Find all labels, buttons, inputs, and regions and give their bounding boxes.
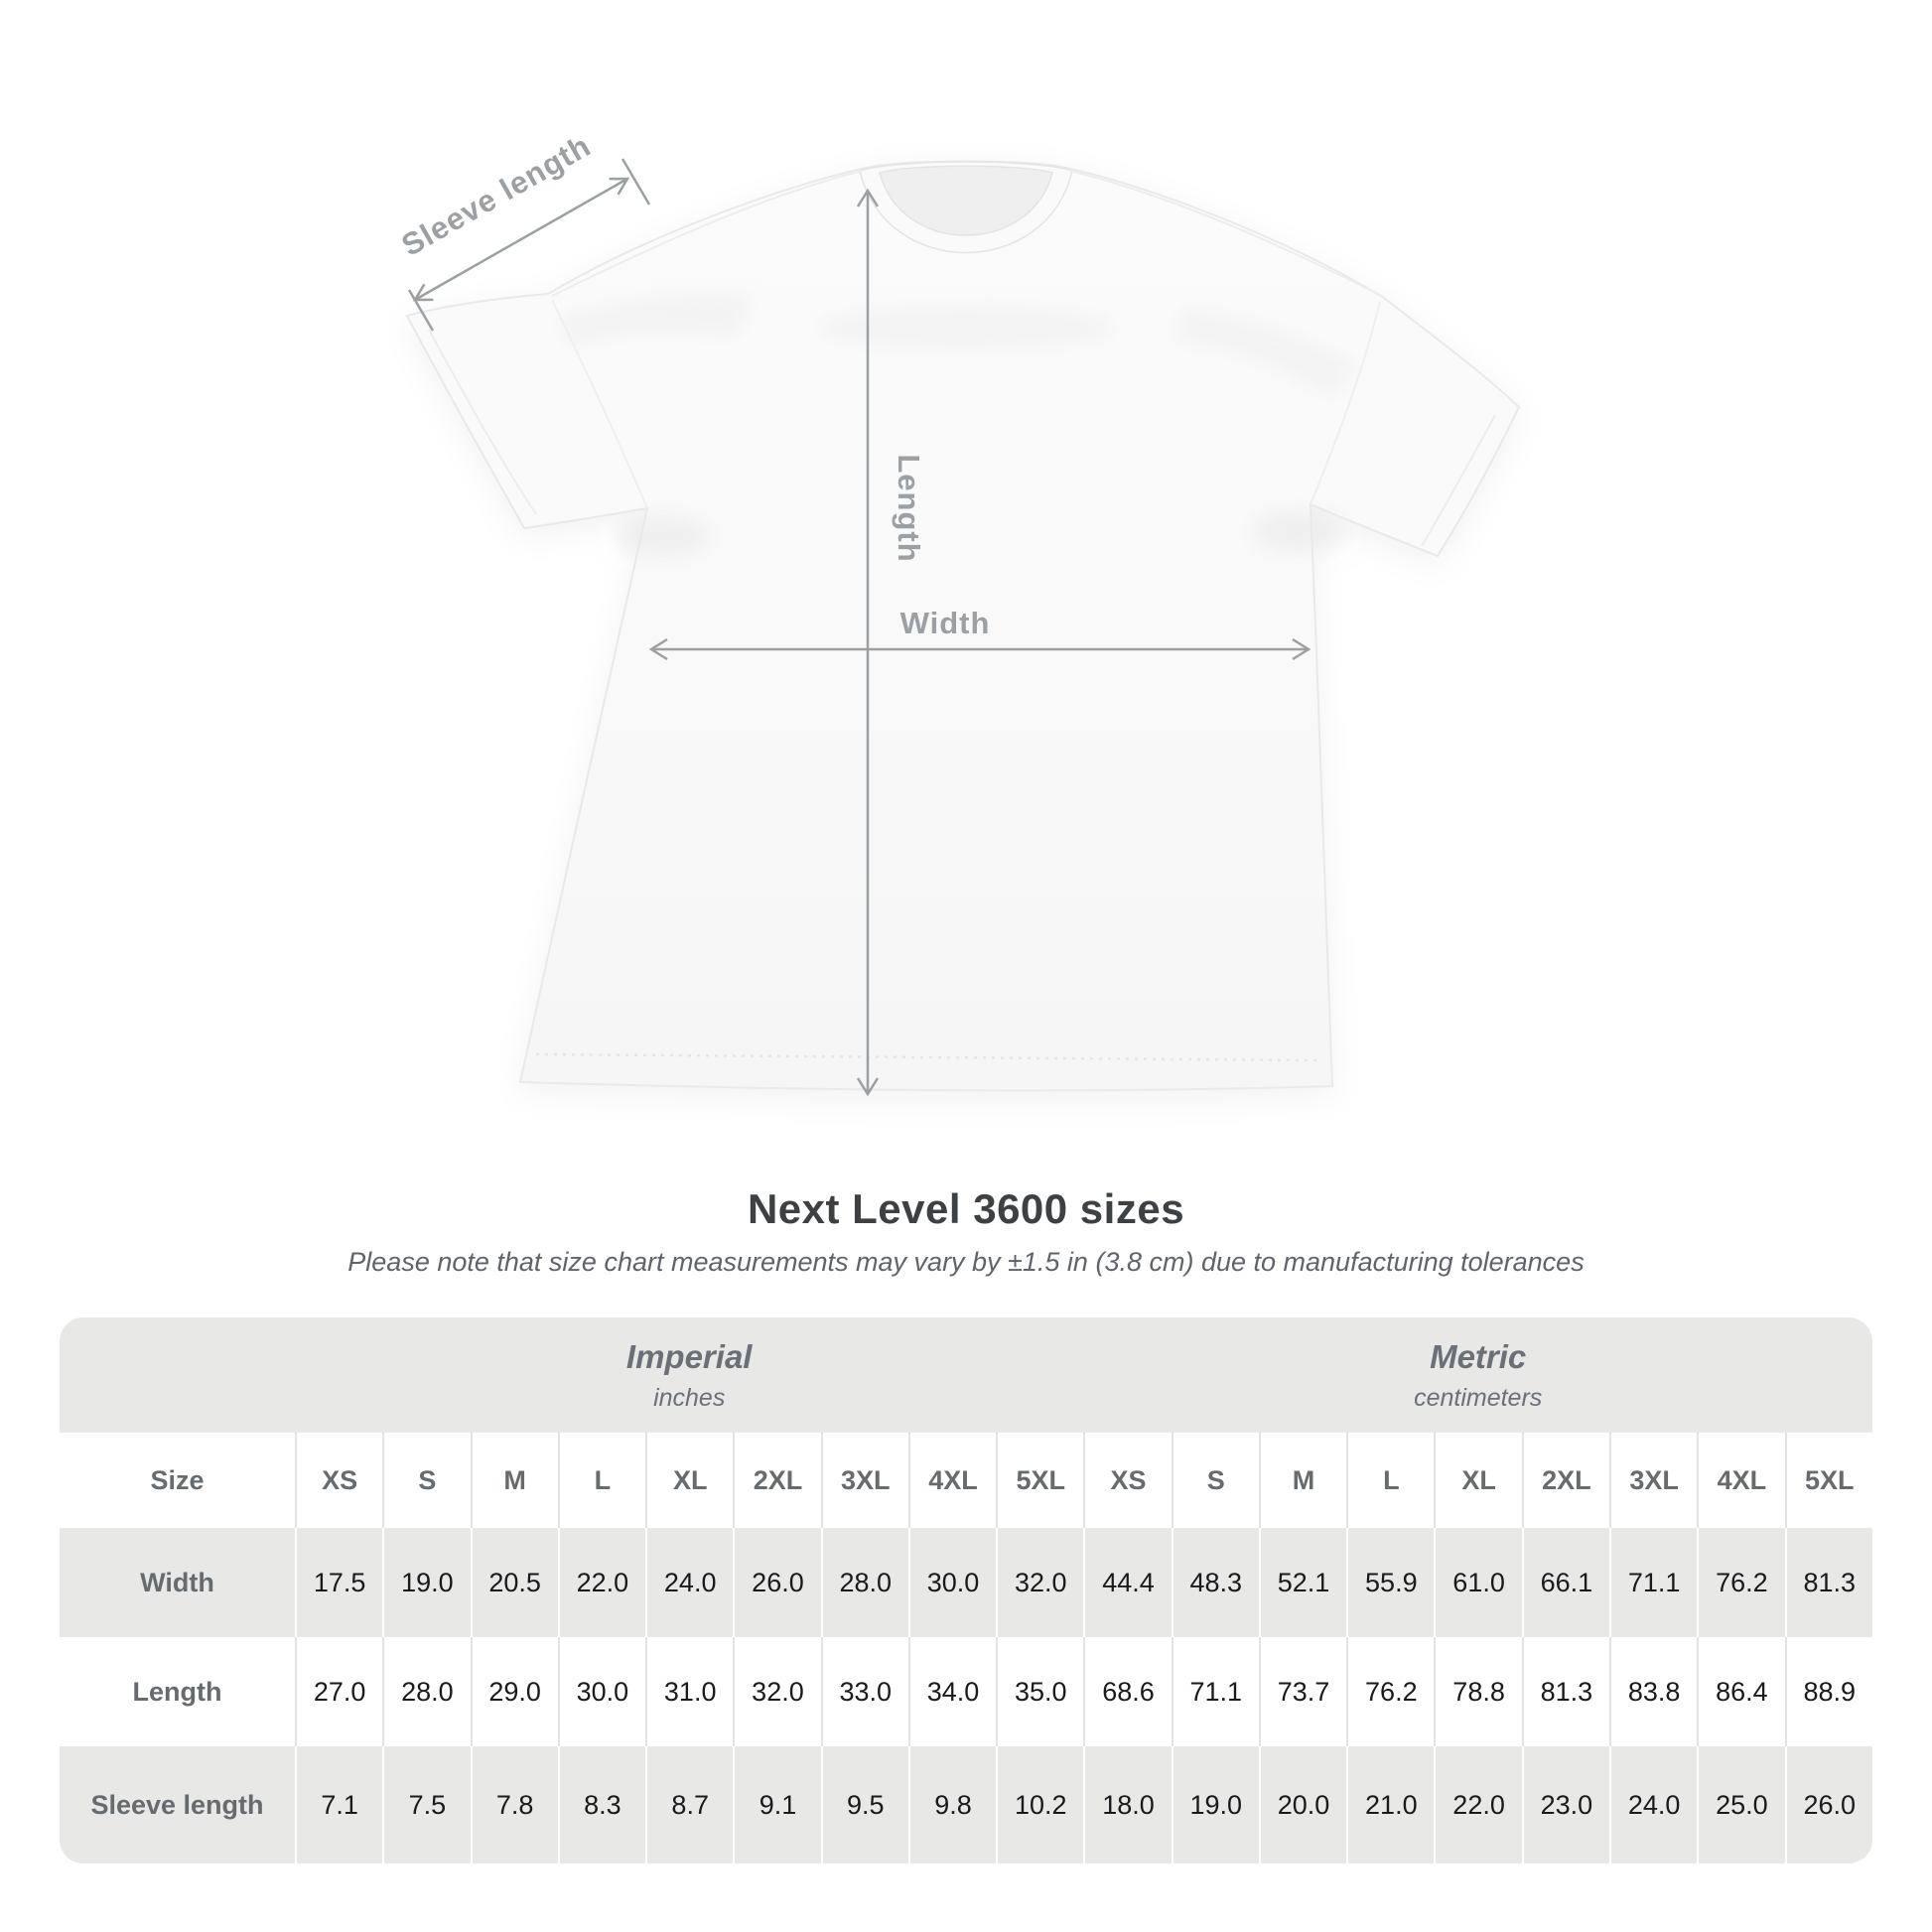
- sleeve-length-value-cell: 8.3: [558, 1746, 645, 1863]
- imperial-label: Imperial: [625, 1337, 753, 1375]
- size-header-cell: XL: [645, 1433, 733, 1528]
- sleeve-length-value-cell: 9.5: [821, 1746, 908, 1863]
- sleeve-length-value-cell: 21.0: [1346, 1746, 1434, 1863]
- sleeve-length-value-cell: 23.0: [1522, 1746, 1609, 1863]
- width-value-cell: 26.0: [733, 1528, 820, 1637]
- width-value-cell: 61.0: [1434, 1528, 1521, 1637]
- length-value-cell: 33.0: [821, 1637, 908, 1746]
- size-header-cell: M: [1259, 1433, 1346, 1528]
- size-header-cell: XL: [1434, 1433, 1521, 1528]
- width-value-cell: 48.3: [1172, 1528, 1259, 1637]
- width-row-label: Width: [60, 1528, 295, 1637]
- length-value-cell: 78.8: [1434, 1637, 1521, 1746]
- size-header-cell: S: [1172, 1433, 1259, 1528]
- metric-unit-label: centimeters: [1414, 1383, 1543, 1412]
- sleeve-length-row: [60, 1746, 1872, 1863]
- length-value-cell: 88.9: [1785, 1637, 1872, 1746]
- size-header-cell: 4XL: [1697, 1433, 1784, 1528]
- length-value-cell: 76.2: [1346, 1637, 1434, 1746]
- length-value-cell: 34.0: [908, 1637, 996, 1746]
- width-label: Width: [899, 606, 991, 640]
- size-chart-card: [60, 1317, 1872, 1863]
- width-value-cell: 76.2: [1697, 1528, 1784, 1637]
- imperial-unit-label: inches: [653, 1383, 726, 1412]
- title-block: [0, 1185, 1932, 1278]
- length-value-cell: 32.0: [733, 1637, 820, 1746]
- width-value-cell: 24.0: [645, 1528, 733, 1637]
- length-value-cell: 28.0: [382, 1637, 470, 1746]
- metric-label: Metric: [1430, 1337, 1527, 1375]
- width-value-cell: 81.3: [1785, 1528, 1872, 1637]
- length-row-label: Length: [60, 1637, 295, 1746]
- sleeve-length-row-label: Sleeve length: [60, 1746, 295, 1863]
- length-value-cell: 27.0: [295, 1637, 382, 1746]
- sleeve-length-value-cell: 19.0: [1172, 1746, 1259, 1863]
- size-header-cell: S: [382, 1433, 470, 1528]
- size-header-cell: 5XL: [996, 1433, 1083, 1528]
- sleeve-length-value-cell: 25.0: [1697, 1746, 1784, 1863]
- size-header-cell: L: [1346, 1433, 1434, 1528]
- length-value-cell: 73.7: [1259, 1637, 1346, 1746]
- length-value-cell: 83.8: [1609, 1637, 1697, 1746]
- sleeve-length-value-cell: 7.5: [382, 1746, 470, 1863]
- size-header-cell: 5XL: [1785, 1433, 1872, 1528]
- width-value-cell: 52.1: [1259, 1528, 1346, 1637]
- width-value-cell: 44.4: [1083, 1528, 1171, 1637]
- sleeve-length-label: Sleeve length: [395, 127, 597, 263]
- size-header-row: [60, 1433, 1872, 1528]
- length-row: [60, 1637, 1872, 1746]
- width-row: [60, 1528, 1872, 1637]
- length-value-cell: 35.0: [996, 1637, 1083, 1746]
- sleeve-length-value-cell: 7.1: [295, 1746, 382, 1863]
- page-title: Next Level 3600 sizes: [747, 1185, 1185, 1232]
- size-header-cell: 2XL: [733, 1433, 820, 1528]
- length-value-cell: 31.0: [645, 1637, 733, 1746]
- length-value-cell: 29.0: [471, 1637, 558, 1746]
- size-column-header: Size: [60, 1433, 295, 1528]
- size-header-cell: L: [558, 1433, 645, 1528]
- sleeve-length-value-cell: 22.0: [1434, 1746, 1521, 1863]
- length-value-cell: 71.1: [1172, 1637, 1259, 1746]
- length-value-cell: 86.4: [1697, 1637, 1784, 1746]
- width-value-cell: 22.0: [558, 1528, 645, 1637]
- corner-cell: [60, 1317, 295, 1433]
- imperial-group-header: [295, 1317, 1083, 1433]
- sleeve-length-value-cell: 24.0: [1609, 1746, 1697, 1863]
- tolerance-note: Please note that size chart measurements may vary by ±1.5 in (3.8 cm) due to manufacturing tolerances: [347, 1247, 1585, 1277]
- sleeve-length-value-cell: 9.8: [908, 1746, 996, 1863]
- sleeve-length-value-cell: 9.1: [733, 1746, 820, 1863]
- width-value-cell: 32.0: [996, 1528, 1083, 1637]
- size-header-cell: 2XL: [1522, 1433, 1609, 1528]
- size-header-cell: 3XL: [821, 1433, 908, 1528]
- width-value-cell: 17.5: [295, 1528, 382, 1637]
- width-value-cell: 19.0: [382, 1528, 470, 1637]
- width-value-cell: 30.0: [908, 1528, 996, 1637]
- width-value-cell: 71.1: [1609, 1528, 1697, 1637]
- width-value-cell: 66.1: [1522, 1528, 1609, 1637]
- size-header-cell: 4XL: [908, 1433, 996, 1528]
- width-value-cell: 55.9: [1346, 1528, 1434, 1637]
- sleeve-length-value-cell: 20.0: [1259, 1746, 1346, 1863]
- sleeve-length-value-cell: 18.0: [1083, 1746, 1171, 1863]
- length-label: Length: [892, 454, 926, 563]
- length-value-cell: 68.6: [1083, 1637, 1171, 1746]
- size-header-cell: 3XL: [1609, 1433, 1697, 1528]
- width-value-cell: 20.5: [471, 1528, 558, 1637]
- sleeve-length-value-cell: 7.8: [471, 1746, 558, 1863]
- size-header-cell: XS: [1083, 1433, 1171, 1528]
- sleeve-length-value-cell: 10.2: [996, 1746, 1083, 1863]
- length-value-cell: 30.0: [558, 1637, 645, 1746]
- size-header-cell: M: [471, 1433, 558, 1528]
- length-value-cell: 81.3: [1522, 1637, 1609, 1746]
- sleeve-length-value-cell: 8.7: [645, 1746, 733, 1863]
- sleeve-length-value-cell: 26.0: [1785, 1746, 1872, 1863]
- size-chart-table: [60, 1317, 1872, 1863]
- size-header-cell: XS: [295, 1433, 382, 1528]
- unit-group-row: [60, 1317, 1872, 1433]
- width-value-cell: 28.0: [821, 1528, 908, 1637]
- metric-group-header: [1083, 1317, 1872, 1433]
